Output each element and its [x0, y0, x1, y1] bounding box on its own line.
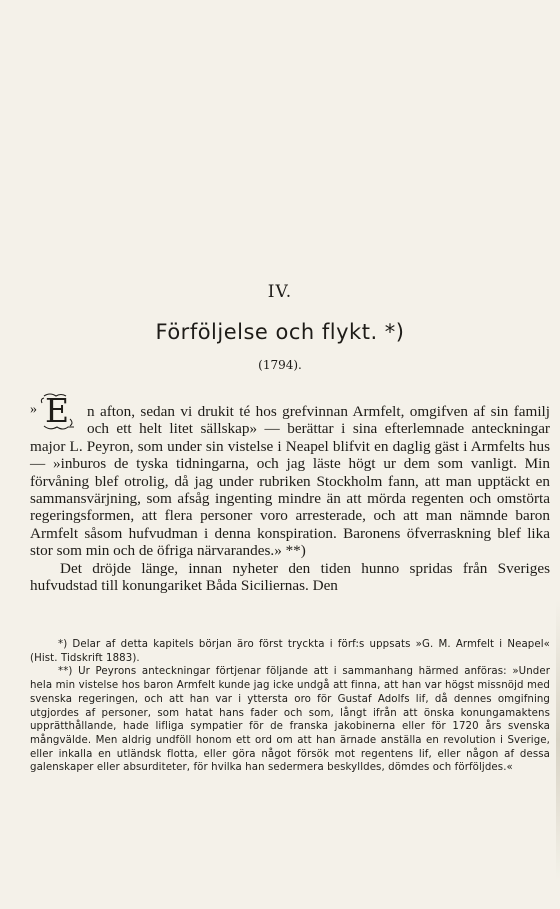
chapter-title — [0, 320, 560, 344]
chapter-year: (1794). — [258, 358, 302, 372]
chapter-title-note-mark: *) — [377, 320, 405, 344]
paragraph-1-text: n afton, sedan vi drukit té hos grefvinnan Armfelt, omgifven af sin familj och ett helt litet sällskap» — berättar i sina efterlemnade anteckningar major L. Peyron, som under sin vistelse i Neapel blifvit en daglig gäst i Armfelts hus — »inburos de tyska tidningarna, och jag läste högt ur dem som vanligt. Min förvåning blef otrolig, då jag under rubriken Stockholm fann, att man upptäckt en sammansvärjning, som afsåg ingenting mindre än att mörda regenten och omstörta regeringsformen, att flera personer voro arresterade, och att man nämnde baron Armfelt såsom hufvudman i denna konspiration. Baronens öfverraskning blef lika stor som min och de öfriga närvarandes.» **) — [30, 403, 550, 560]
page-edge-shadow — [556, 600, 560, 880]
chapter-title-text: Förföljelse och flykt. — [155, 320, 378, 344]
footnote-2: **) Ur Peyrons anteckningar förtjenar följande att i sammanhang härmed anföras: »Under hela min vistelse hos baron Armfelt kunde jag icke undgå att finna, att han var högst missnöjd med svenska regeringen, och att han var i yttersta oro för Gustaf Adolfs lif, då dennes omgifning utgjordes af personer, som hatat hans fader och som, långt ifrån att önska konungamaktens upprätthållande, hade lifliga sympatier för de franska jakobinerna eller för 1720 års svenska mångvälde. Men aldrig undföll honom ett ord om att han ärnade anställa en revolution i Sverige, eller inkalla en utländsk flotta, eller göra något försök mot regentens lif, eller någon af dessa galenskaper eller absurditeter, för hvilka han sedermera beskylldes, dömdes och förföljdes.« — [30, 666, 550, 774]
footnote-1: *) Delar af detta kapitels början äro först tryckta i förf:s uppsats »G. M. Armfelt i Neapel« (Hist. Tidskrift 1883). — [30, 639, 550, 664]
drop-cap-quote: » — [30, 402, 37, 417]
footnotes — [30, 638, 550, 775]
chapter-number: IV. — [267, 282, 293, 302]
drop-cap — [30, 393, 86, 429]
paragraph-2: Det dröjde länge, innan nyheter den tiden hunno spridas från Sveriges hufvudstad till konungariket Båda Siciliernas. Den — [30, 559, 550, 595]
drop-cap-letter: E — [45, 391, 70, 430]
body-text — [30, 391, 550, 595]
paragraph-1 — [30, 391, 550, 560]
